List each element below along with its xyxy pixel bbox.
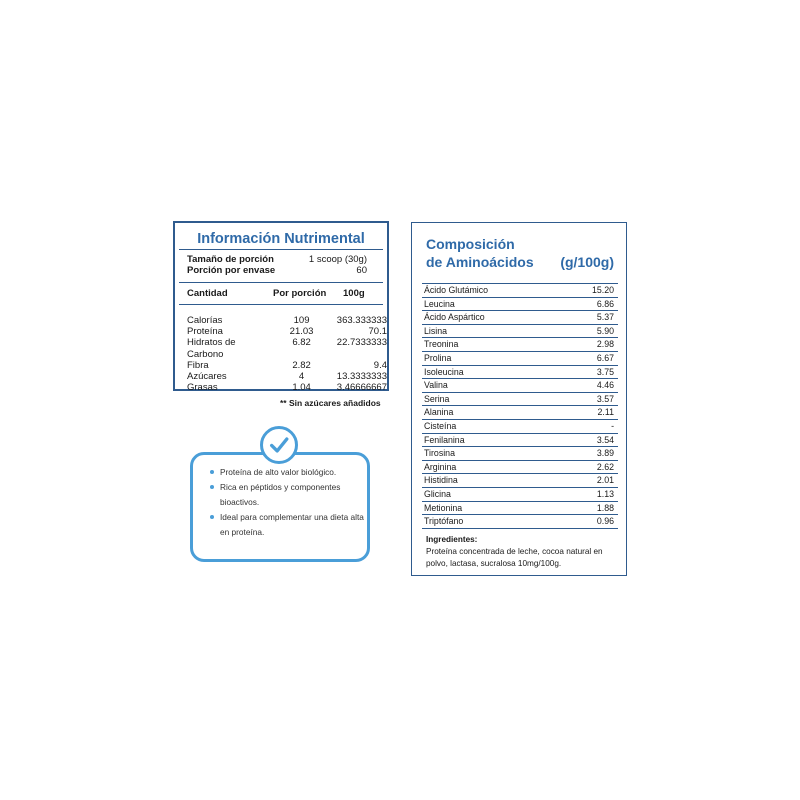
amino-row	[422, 420, 618, 434]
amino-value: 5.37	[596, 312, 614, 323]
nutrition-row	[175, 360, 387, 371]
per-100g-value: 70.1	[368, 326, 387, 338]
servings-label: Porción por envase	[187, 265, 276, 276]
bullet-icon	[210, 515, 214, 519]
serving-info	[175, 254, 387, 276]
amino-value: 3.57	[596, 393, 614, 404]
amino-value: 2.98	[596, 339, 614, 350]
amino-row	[422, 379, 618, 393]
benefit-text: Proteína de alto valor biológico.	[220, 467, 337, 477]
amino-row	[422, 366, 618, 380]
bullet-icon	[210, 485, 214, 489]
ingredients	[426, 534, 616, 570]
amino-value: 4.46	[596, 380, 614, 391]
amino-value: 2.01	[596, 475, 614, 486]
amino-name: Ácido Aspártico	[424, 312, 485, 323]
amino-name: Arginina	[424, 461, 457, 472]
amino-title-line1: Composición	[426, 236, 515, 252]
amino-unit: (g/100g)	[560, 254, 614, 270]
amino-row	[422, 434, 618, 448]
nutrition-panel	[173, 221, 389, 394]
amino-row	[422, 393, 618, 407]
amino-value: 0.96	[596, 516, 614, 527]
amino-name: Serina	[424, 393, 450, 404]
nutrient-name: Fibra	[187, 359, 209, 371]
amino-value: 5.90	[596, 325, 614, 336]
divider	[179, 249, 383, 250]
amino-acid-panel	[411, 222, 627, 576]
amino-value: -	[611, 420, 614, 431]
nutrient-name: Hidratos de Carbono	[187, 337, 236, 360]
per-100g-value: 3.46666667	[336, 382, 387, 394]
nutrition-row	[175, 371, 387, 382]
benefit-text: Rica en péptidos y componentes bioactivos.	[220, 482, 341, 507]
nutrient-name: Calorías	[187, 315, 223, 326]
amino-value: 6.67	[596, 352, 614, 363]
nutrition-row	[175, 337, 387, 359]
per-100g-value: 363.333333	[336, 315, 387, 326]
amino-row	[422, 502, 618, 516]
amino-value: 2.11	[597, 407, 614, 418]
amino-title	[426, 235, 534, 271]
amino-row	[422, 488, 618, 502]
amino-value: 3.54	[596, 434, 614, 445]
ingredients-label: Ingredientes:	[426, 535, 478, 544]
benefit-item	[210, 510, 365, 540]
amino-title-line2: de Aminoácidos	[426, 254, 534, 270]
amino-row	[422, 311, 618, 325]
amino-name: Ácido Glutámico	[424, 285, 489, 295]
nutrition-row	[175, 326, 387, 337]
amino-row	[422, 338, 618, 352]
no-added-sugar-note: ** Sin azúcares añadidos	[280, 398, 381, 408]
amino-value: 2.62	[596, 461, 614, 472]
benefit-item	[210, 465, 365, 480]
amino-row	[422, 406, 618, 420]
amino-name: Alanina	[424, 407, 454, 418]
per-serving-value: 2.82	[292, 359, 311, 371]
per-serving-value: 1.04	[292, 382, 311, 394]
benefit-item	[210, 480, 365, 510]
per-serving-value: 6.82	[292, 337, 311, 349]
amino-name: Cisteína	[424, 420, 457, 431]
nutrition-rows	[175, 305, 387, 393]
per-100g-value: 22.7333333	[336, 337, 387, 349]
nutrition-row	[175, 382, 387, 393]
amino-value: 1.88	[596, 502, 614, 513]
amino-value: 3.89	[596, 448, 614, 459]
amino-name: Fenilanina	[424, 434, 465, 445]
header-per-100g: 100g	[343, 288, 365, 299]
amino-value: 1.13	[596, 488, 614, 499]
servings-row	[175, 265, 387, 276]
header-per-serving: Por porción	[273, 288, 327, 299]
per-100g-value: 9.4	[373, 359, 387, 371]
amino-name: Leucina	[424, 298, 455, 309]
amino-name: Glicina	[424, 488, 451, 499]
amino-row	[422, 474, 618, 488]
amino-name: Isoleucina	[424, 366, 464, 377]
amino-name: Lisina	[424, 325, 447, 336]
amino-name: Tirosina	[424, 448, 455, 459]
per-serving-value: 21.03	[289, 326, 314, 338]
amino-row	[422, 447, 618, 461]
check-icon-glyph	[268, 434, 290, 456]
nutrition-header-row	[175, 283, 387, 304]
benefits-box	[190, 452, 370, 562]
nutrition-row	[175, 315, 387, 326]
benefit-text: Ideal para complementar una dieta alta en proteína.	[220, 512, 364, 537]
ingredients-text: Proteína concentrada de leche, cocoa natural en polvo, lactasa, sucralosa 10mg/100g.	[426, 547, 603, 568]
amino-name: Histidina	[424, 475, 458, 486]
per-serving-value: 109	[293, 315, 310, 326]
benefits-list	[210, 465, 365, 540]
amino-row	[422, 284, 618, 298]
amino-name: Metionina	[424, 502, 463, 513]
amino-value: 15.20	[591, 285, 614, 295]
amino-row	[422, 461, 618, 475]
serving-size-row	[175, 254, 387, 265]
nutrient-name: Proteína	[187, 326, 223, 338]
servings-value: 60	[356, 265, 367, 276]
amino-row	[422, 325, 618, 339]
amino-name: Triptófano	[424, 516, 464, 527]
amino-value: 3.75	[596, 366, 614, 377]
amino-name: Treonina	[424, 339, 459, 350]
nutrient-name: Grasas	[187, 382, 218, 394]
check-icon	[260, 426, 298, 464]
header-quantity: Cantidad	[187, 288, 228, 299]
serving-size-label: Tamaño de porción	[187, 254, 274, 265]
amino-table	[422, 283, 618, 529]
per-serving-value: 4	[298, 371, 305, 383]
amino-row	[422, 298, 618, 312]
bullet-icon	[210, 470, 214, 474]
amino-row	[422, 352, 618, 366]
per-100g-value: 13.3333333	[336, 371, 387, 383]
amino-name: Prolina	[424, 352, 452, 363]
amino-row	[422, 515, 618, 529]
nutrition-title: Información Nutrimental	[197, 231, 365, 247]
amino-name: Valina	[424, 380, 448, 391]
amino-value: 6.86	[596, 298, 614, 309]
nutrient-name: Azúcares	[187, 371, 227, 383]
serving-size-value: 1 scoop (30g)	[308, 254, 367, 265]
